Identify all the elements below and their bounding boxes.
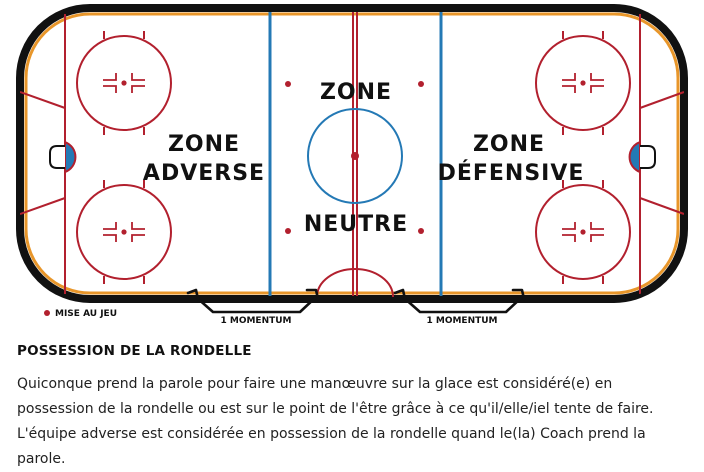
zone-adverse-label-1: ZONE	[167, 132, 241, 157]
neutral-dot-left-bottom	[285, 228, 291, 234]
momentum-label-left: 1 MOMENTUM	[220, 316, 292, 326]
zone-neutre-label-1: ZONE	[319, 80, 393, 105]
zone-defensive-label-1: ZONE	[472, 132, 546, 157]
goal-net-left	[50, 146, 65, 168]
faceoff-legend-dot	[44, 310, 50, 316]
momentum-label-right: 1 MOMENTUM	[426, 316, 498, 326]
zone-adverse-label-2: ADVERSE	[142, 161, 266, 186]
neutral-dot-right-top	[418, 81, 424, 87]
zone-neutre-label-2: NEUTRE	[303, 212, 409, 237]
section-heading: POSSESSION DE LA RONDELLE	[17, 343, 252, 359]
center-ice-dot	[351, 152, 359, 160]
section-body-text: Quiconque prend la parole pour faire une manœuvre sur la glace est considéré(e) en possession de la rondelle ou est sur le point de l'être grâce à ce qu'il/elle/iel tente de faire. L'équipe adverse est considérée en possession de la rondelle quand le(la) Coach prend la parole.	[17, 376, 654, 467]
neutral-dot-right-bottom	[418, 228, 424, 234]
goal-net-right	[640, 146, 655, 168]
neutral-dot-left-top	[285, 81, 291, 87]
faceoff-legend-label: MISE AU JEU	[55, 309, 118, 319]
zone-defensive-label-2: DÉFENSIVE	[437, 161, 585, 186]
